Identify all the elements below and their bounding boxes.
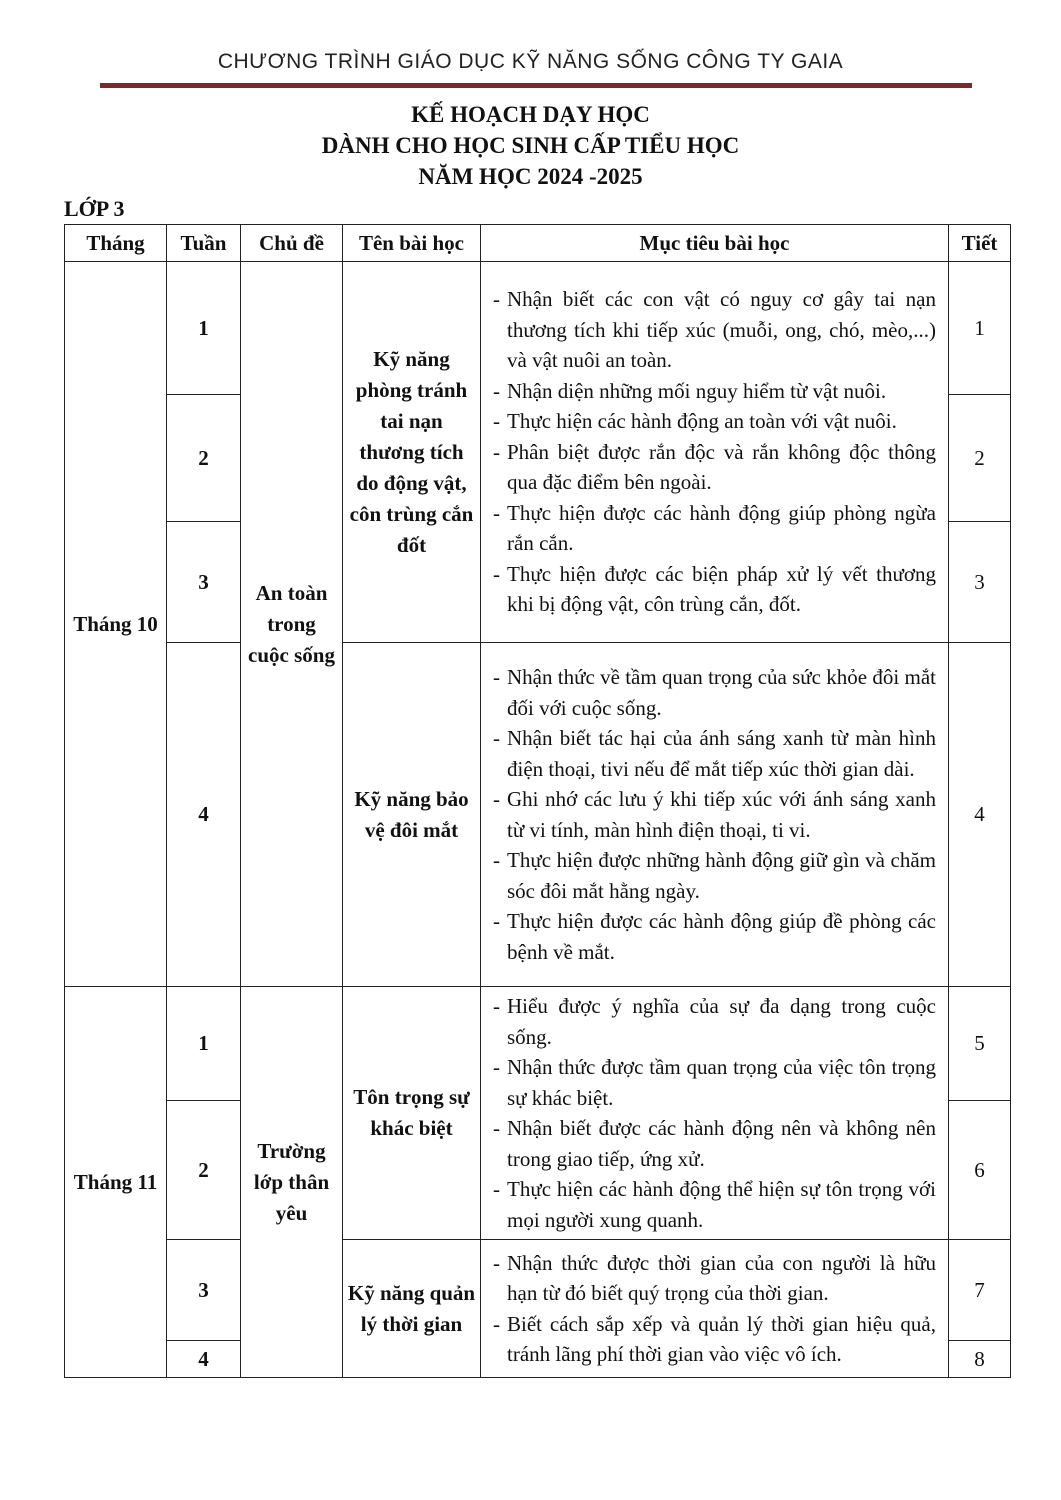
lesson-plan-table bbox=[64, 224, 1011, 1378]
period-cell: 2 bbox=[949, 395, 1011, 522]
week-cell: 1 bbox=[167, 262, 241, 395]
objective-item: - Nhận thức được tầm quan trọng của việc tôn trọng sự khác biệt. bbox=[493, 1052, 936, 1113]
objective-item: - Thực hiện được những hành động giữ gìn và chăm sóc đôi mắt hằng ngày. bbox=[493, 845, 936, 906]
lesson-cell: Kỹ năng phòng tránh tai nạn thương tích do động vật, côn trùng cắn đốt bbox=[343, 262, 481, 643]
objective-item: - Nhận biết được các hành động nên và không nên trong giao tiếp, ứng xử. bbox=[493, 1113, 936, 1174]
objectives-cell bbox=[481, 1240, 949, 1378]
objective-item: - Thực hiện các hành động thể hiện sự tôn trọng với mọi người xung quanh. bbox=[493, 1174, 936, 1235]
table-row bbox=[65, 987, 1011, 1101]
period-cell: 1 bbox=[949, 262, 1011, 395]
objective-item: - Phân biệt được rắn độc và rắn không độc thông qua đặc điểm bên ngoài. bbox=[493, 437, 936, 498]
objectives-cell bbox=[481, 643, 949, 987]
objective-item: - Thực hiện các hành động an toàn với vật nuôi. bbox=[493, 406, 936, 437]
week-cell: 1 bbox=[167, 987, 241, 1101]
period-cell: 7 bbox=[949, 1240, 1011, 1341]
class-label: LỚP 3 bbox=[64, 196, 125, 221]
table-row bbox=[65, 1240, 1011, 1341]
header-divider bbox=[100, 83, 972, 88]
table-header-row bbox=[65, 225, 1011, 262]
period-cell: 5 bbox=[949, 987, 1011, 1101]
lesson-cell: Kỹ năng quản lý thời gian bbox=[343, 1240, 481, 1378]
objective-item: - Thực hiện được các biện pháp xử lý vết thương khi bị động vật, côn trùng cắn, đốt. bbox=[493, 559, 936, 620]
objective-item: - Nhận thức được thời gian của con người là hữu hạn từ đó biết quý trọng của thời gian. bbox=[493, 1248, 936, 1309]
header-week: Tuần bbox=[167, 225, 241, 262]
topic-cell: An toàn trong cuộc sống bbox=[241, 262, 343, 987]
period-cell: 6 bbox=[949, 1101, 1011, 1240]
objective-item: - Thực hiện được các hành động giúp đề phòng các bệnh về mắt. bbox=[493, 906, 936, 967]
week-cell: 3 bbox=[167, 522, 241, 643]
lesson-cell: Kỹ năng bảo vệ đôi mắt bbox=[343, 643, 481, 987]
week-cell: 4 bbox=[167, 1341, 241, 1378]
table-row bbox=[65, 262, 1011, 395]
period-cell: 8 bbox=[949, 1341, 1011, 1378]
period-cell: 4 bbox=[949, 643, 1011, 987]
topic-cell: Trường lớp thân yêu bbox=[241, 987, 343, 1378]
header-objectives: Mục tiêu bài học bbox=[481, 225, 949, 262]
week-cell: 4 bbox=[167, 643, 241, 987]
header-topic: Chủ đề bbox=[241, 225, 343, 262]
week-cell: 2 bbox=[167, 395, 241, 522]
week-cell: 2 bbox=[167, 1101, 241, 1240]
objective-item: - Nhận thức về tầm quan trọng của sức khỏe đôi mắt đối với cuộc sống. bbox=[493, 662, 936, 723]
objectives-cell bbox=[481, 987, 949, 1240]
header-lesson: Tên bài học bbox=[343, 225, 481, 262]
school-year: NĂM HỌC 2024 -2025 bbox=[418, 164, 643, 189]
program-header: CHƯƠNG TRÌNH GIÁO DỤC KỸ NĂNG SỐNG CÔNG TY GAIA bbox=[217, 50, 844, 73]
lesson-cell: Tôn trọng sự khác biệt bbox=[343, 987, 481, 1240]
objective-item: - Nhận biết các con vật có nguy cơ gây tai nạn thương tích khi tiếp xúc (muỗi, ong, chó, mèo,...) và vật nuôi an toàn. bbox=[493, 284, 936, 376]
month-cell: Tháng 11 bbox=[65, 987, 167, 1378]
header-month: Tháng bbox=[65, 225, 167, 262]
table-row bbox=[65, 643, 1011, 987]
plan-subtitle: DÀNH CHO HỌC SINH CẤP TIỂU HỌC bbox=[321, 133, 740, 158]
header-period: Tiết bbox=[949, 225, 1011, 262]
objective-item: - Nhận biết tác hại của ánh sáng xanh từ màn hình điện thoại, tivi nếu để mắt tiếp xúc thời gian dài. bbox=[493, 723, 936, 784]
objective-item: - Nhận diện những mối nguy hiểm từ vật nuôi. bbox=[493, 376, 936, 407]
objective-item: - Hiểu được ý nghĩa của sự đa dạng trong cuộc sống. bbox=[493, 991, 936, 1052]
week-cell: 3 bbox=[167, 1240, 241, 1341]
period-cell: 3 bbox=[949, 522, 1011, 643]
objectives-cell bbox=[481, 262, 949, 643]
objective-item: - Biết cách sắp xếp và quản lý thời gian hiệu quả, tránh lãng phí thời gian vào việc vô ích. bbox=[493, 1309, 936, 1370]
objective-item: - Thực hiện được các hành động giúp phòng ngừa rắn cắn. bbox=[493, 498, 936, 559]
objective-item: - Ghi nhớ các lưu ý khi tiếp xúc với ánh sáng xanh từ vi tính, màn hình điện thoại, ti vi. bbox=[493, 784, 936, 845]
month-cell: Tháng 10 bbox=[65, 262, 167, 987]
plan-title: KẾ HOẠCH DẠY HỌC bbox=[411, 102, 650, 127]
